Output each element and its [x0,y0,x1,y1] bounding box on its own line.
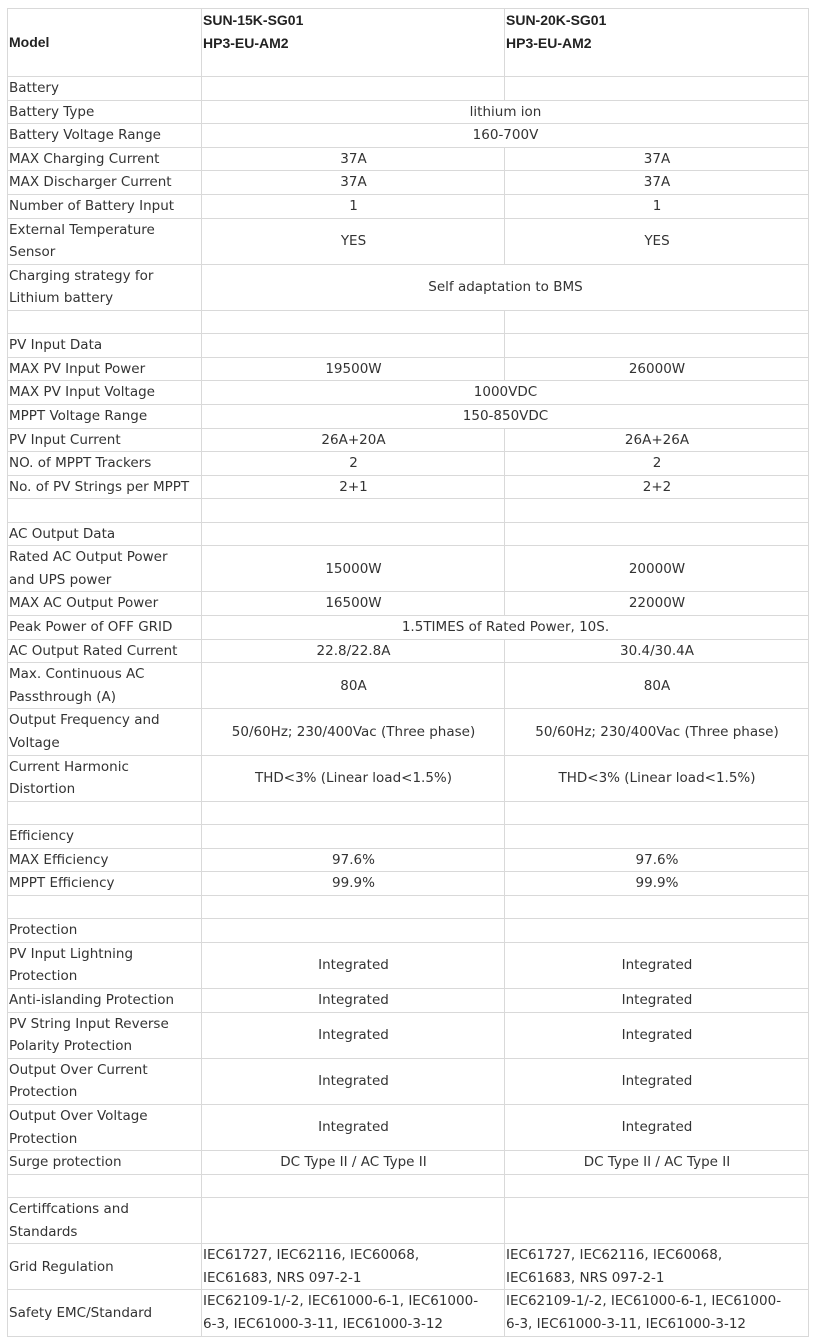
row-label-line: Protection [9,1130,78,1147]
model-header-15k [202,9,505,77]
row-label [8,1290,202,1336]
row-label-line: PV String Input Reverse [9,1015,169,1032]
row-label-line: PV Input Lightning [9,945,134,962]
value-cell-15k: 50/60Hz; 230/400Vac (Three phase) [202,709,505,755]
row-label-line: Voltage [9,735,60,752]
row-label [8,194,202,218]
value-cell-15k: 97.6% [202,848,505,872]
row-label-line: Anti-islanding Protection [9,991,175,1008]
value-cell-20k: 99.9% [505,872,809,896]
value-cell-15k [202,1290,505,1336]
row-label [8,616,202,640]
value-cell-20k: 30.4/30.4A [505,639,809,663]
spec-table [7,8,809,1337]
row-label [8,357,202,381]
empty-cell [8,801,202,824]
spec-table-body [8,9,809,1337]
row-label [8,100,202,124]
table-row [8,147,809,171]
table-row [8,616,809,640]
row-label-line: Sensor [9,244,56,261]
value-line: IEC61727, IEC62116, IEC60068, [203,1247,420,1264]
row-label [8,452,202,476]
row-label-line: MAX Efficiency [9,851,109,868]
value-line: 6-3, IEC61000-3-11, IEC61000-3-12 [203,1315,444,1332]
empty-cell [505,919,809,943]
row-label [8,942,202,988]
row-label [8,124,202,148]
table-row [8,171,809,195]
row-label-line: Distortion [9,781,76,798]
row-label-line: Output Over Current [9,1061,148,1078]
section-row [8,1198,809,1244]
table-row [8,988,809,1012]
value-cell-20k: 20000W [505,546,809,592]
value-cell-15k: 1 [202,194,505,218]
row-label-line: Current Harmonic [9,758,129,775]
empty-cell [202,895,505,918]
table-row [8,942,809,988]
shared-value-cell: 150-850VDC [202,405,809,429]
empty-cell [202,334,505,358]
row-label [8,475,202,499]
section-title [8,334,202,358]
row-label-line: No. of PV Strings per MPPT [9,478,190,495]
value-cell-20k: 50/60Hz; 230/400Vac (Three phase) [505,709,809,755]
section-title [8,825,202,849]
row-label-line: AC Output Rated Current [9,642,178,659]
row-label-line: MPPT Voltage Range [9,408,148,425]
row-label-line: Max. Continuous AC [9,666,145,683]
section-title [8,77,202,101]
spacer-row [8,801,809,824]
row-label [8,1012,202,1058]
row-label-line: Output Over Voltage [9,1107,148,1124]
row-label [8,218,202,264]
empty-cell [8,1174,202,1197]
empty-cell [202,1174,505,1197]
row-label-line: Number of Battery Input [9,197,175,214]
empty-cell [202,310,505,333]
row-label [8,264,202,310]
row-label [8,872,202,896]
row-label-line: Charging strategy for [9,267,154,284]
table-row [8,405,809,429]
model-name-line: SUN-20K-SG01 [506,12,607,28]
row-label-line: MAX Charging Current [9,150,160,167]
row-label-line: Grid Regulation [9,1258,114,1275]
table-row [8,194,809,218]
value-cell-15k: YES [202,218,505,264]
empty-cell [505,1198,809,1244]
table-row [8,872,809,896]
value-cell-20k: 2+2 [505,475,809,499]
table-row [8,218,809,264]
spacer-row [8,895,809,918]
table-row [8,428,809,452]
empty-cell [505,825,809,849]
row-label-line: Efficiency [9,828,75,845]
row-label [8,663,202,709]
value-cell-15k: 2 [202,452,505,476]
table-row [8,546,809,592]
value-cell-20k: 26000W [505,357,809,381]
section-title [8,1198,202,1244]
row-label-line: Battery Voltage Range [9,127,161,144]
section-title [8,522,202,546]
row-label [8,755,202,801]
empty-cell [8,310,202,333]
table-row [8,755,809,801]
row-label [8,1151,202,1175]
value-cell-20k: 26A+26A [505,428,809,452]
table-row [8,1244,809,1290]
value-cell-15k: Integrated [202,942,505,988]
empty-cell [202,1198,505,1244]
row-label [8,1104,202,1150]
section-row [8,919,809,943]
section-row [8,522,809,546]
empty-cell [202,825,505,849]
shared-value-cell: 1.5TIMES of Rated Power, 10S. [202,616,809,640]
value-cell-20k: Integrated [505,1058,809,1104]
row-label-line: Passthrough (A) [9,688,116,705]
value-cell-15k [202,1244,505,1290]
empty-cell [202,801,505,824]
table-row [8,1151,809,1175]
empty-cell [505,334,809,358]
table-row [8,663,809,709]
table-row [8,475,809,499]
value-cell-20k: 22000W [505,592,809,616]
value-cell-15k: 16500W [202,592,505,616]
shared-value-cell: Self adaptation to BMS [202,264,809,310]
empty-cell [202,499,505,522]
value-cell-15k: Integrated [202,1058,505,1104]
value-cell-20k: 97.6% [505,848,809,872]
row-label [8,988,202,1012]
value-cell-15k: 80A [202,663,505,709]
shared-value-cell: lithium ion [202,100,809,124]
model-name-line: HP3-EU-AM2 [203,35,289,51]
value-line: IEC61683, NRS 097-2-1 [506,1269,665,1286]
section-row [8,77,809,101]
empty-cell [505,895,809,918]
row-label-line: Lithium battery [9,290,114,307]
row-label-line: Battery [9,80,59,96]
row-label-line: Certiffcations and [9,1201,129,1218]
shared-value-cell: 160-700V [202,124,809,148]
table-row [8,709,809,755]
row-label-line: Rated AC Output Power [9,549,168,566]
value-cell-15k: 2+1 [202,475,505,499]
empty-cell [202,522,505,546]
value-cell-20k: 37A [505,147,809,171]
section-title [8,919,202,943]
row-label [8,709,202,755]
row-label [8,848,202,872]
value-cell-20k [505,1244,809,1290]
row-label-line: Protection [9,1084,78,1101]
table-row [8,452,809,476]
value-line: IEC62109-1/-2, IEC61000-6-1, IEC61000- [203,1293,479,1310]
row-label-line: Peak Power of OFF GRID [9,619,173,636]
table-row [8,1058,809,1104]
value-cell-20k: DC Type II / AC Type II [505,1151,809,1175]
row-label-line: and UPS power [9,571,112,588]
row-label-line: PV Input Data [9,337,103,354]
row-label-line: Standards [9,1223,78,1240]
value-cell-20k: Integrated [505,942,809,988]
value-cell-15k: THD<3% (Linear load<1.5%) [202,755,505,801]
table-row [8,381,809,405]
row-label-line: Battery Type [9,103,95,120]
table-row [8,124,809,148]
row-label [8,428,202,452]
row-label-line: Safety EMC/Standard [9,1304,153,1321]
row-label-line: MAX Discharger Current [9,174,172,191]
table-row [8,1104,809,1150]
table-row [8,1012,809,1058]
empty-cell [202,77,505,101]
model-name-line: SUN-15K-SG01 [203,12,304,28]
spacer-row [8,1174,809,1197]
model-name-line: HP3-EU-AM2 [506,35,592,51]
row-label-line: Protection [9,968,78,985]
table-row [8,592,809,616]
value-cell-15k: Integrated [202,1104,505,1150]
empty-cell [505,77,809,101]
row-label-line: Protection [9,922,78,939]
value-cell-20k: Integrated [505,1104,809,1150]
row-label-line: External Temperature [9,221,155,238]
empty-cell [505,499,809,522]
row-label-line: PV Input Current [9,431,121,448]
table-row [8,848,809,872]
row-label [8,381,202,405]
value-cell-20k: 80A [505,663,809,709]
value-cell-15k: 15000W [202,546,505,592]
value-cell-15k: 37A [202,171,505,195]
empty-cell [505,310,809,333]
value-cell-20k: 1 [505,194,809,218]
model-header-label: Model [8,9,202,77]
row-label-line: Output Frequency and [9,712,160,729]
value-cell-15k: Integrated [202,988,505,1012]
model-header-20k [505,9,809,77]
value-cell-20k: 2 [505,452,809,476]
row-label-line: Surge protection [9,1154,122,1171]
value-cell-20k: Integrated [505,988,809,1012]
value-cell-20k: 37A [505,171,809,195]
section-row [8,825,809,849]
row-label-line: MAX AC Output Power [9,595,159,612]
value-line: IEC61727, IEC62116, IEC60068, [506,1247,723,1264]
section-row [8,334,809,358]
table-row [8,1290,809,1336]
row-label-line: NO. of MPPT Trackers [9,455,152,472]
value-line: IEC62109-1/-2, IEC61000-6-1, IEC61000- [506,1293,782,1310]
empty-cell [8,895,202,918]
value-cell-20k [505,1290,809,1336]
empty-cell [202,919,505,943]
table-row [8,264,809,310]
empty-cell [8,499,202,522]
value-cell-20k: THD<3% (Linear load<1.5%) [505,755,809,801]
row-label [8,405,202,429]
row-label-line: AC Output Data [9,525,116,542]
value-cell-15k: Integrated [202,1012,505,1058]
table-row [8,639,809,663]
row-label-line: MPPT Efficiency [9,875,115,892]
spacer-row [8,499,809,522]
row-label [8,592,202,616]
row-label-line: MAX PV Input Voltage [9,384,155,401]
row-label [8,1058,202,1104]
value-cell-15k: 99.9% [202,872,505,896]
value-cell-15k: 37A [202,147,505,171]
empty-cell [505,522,809,546]
value-line: IEC61683, NRS 097-2-1 [203,1269,362,1286]
row-label [8,147,202,171]
table-row [8,100,809,124]
header-row [8,9,809,77]
empty-cell [505,801,809,824]
empty-cell [505,1174,809,1197]
value-cell-15k: 26A+20A [202,428,505,452]
shared-value-cell: 1000VDC [202,381,809,405]
row-label-line: MAX PV Input Power [9,360,146,377]
row-label [8,639,202,663]
value-line: 6-3, IEC61000-3-11, IEC61000-3-12 [506,1315,747,1332]
row-label-line: Polarity Protection [9,1038,133,1055]
value-cell-15k: DC Type II / AC Type II [202,1151,505,1175]
spacer-row [8,310,809,333]
value-cell-15k: 22.8/22.8A [202,639,505,663]
row-label [8,1244,202,1290]
value-cell-15k: 19500W [202,357,505,381]
row-label [8,546,202,592]
table-row [8,357,809,381]
value-cell-20k: YES [505,218,809,264]
value-cell-20k: Integrated [505,1012,809,1058]
row-label [8,171,202,195]
